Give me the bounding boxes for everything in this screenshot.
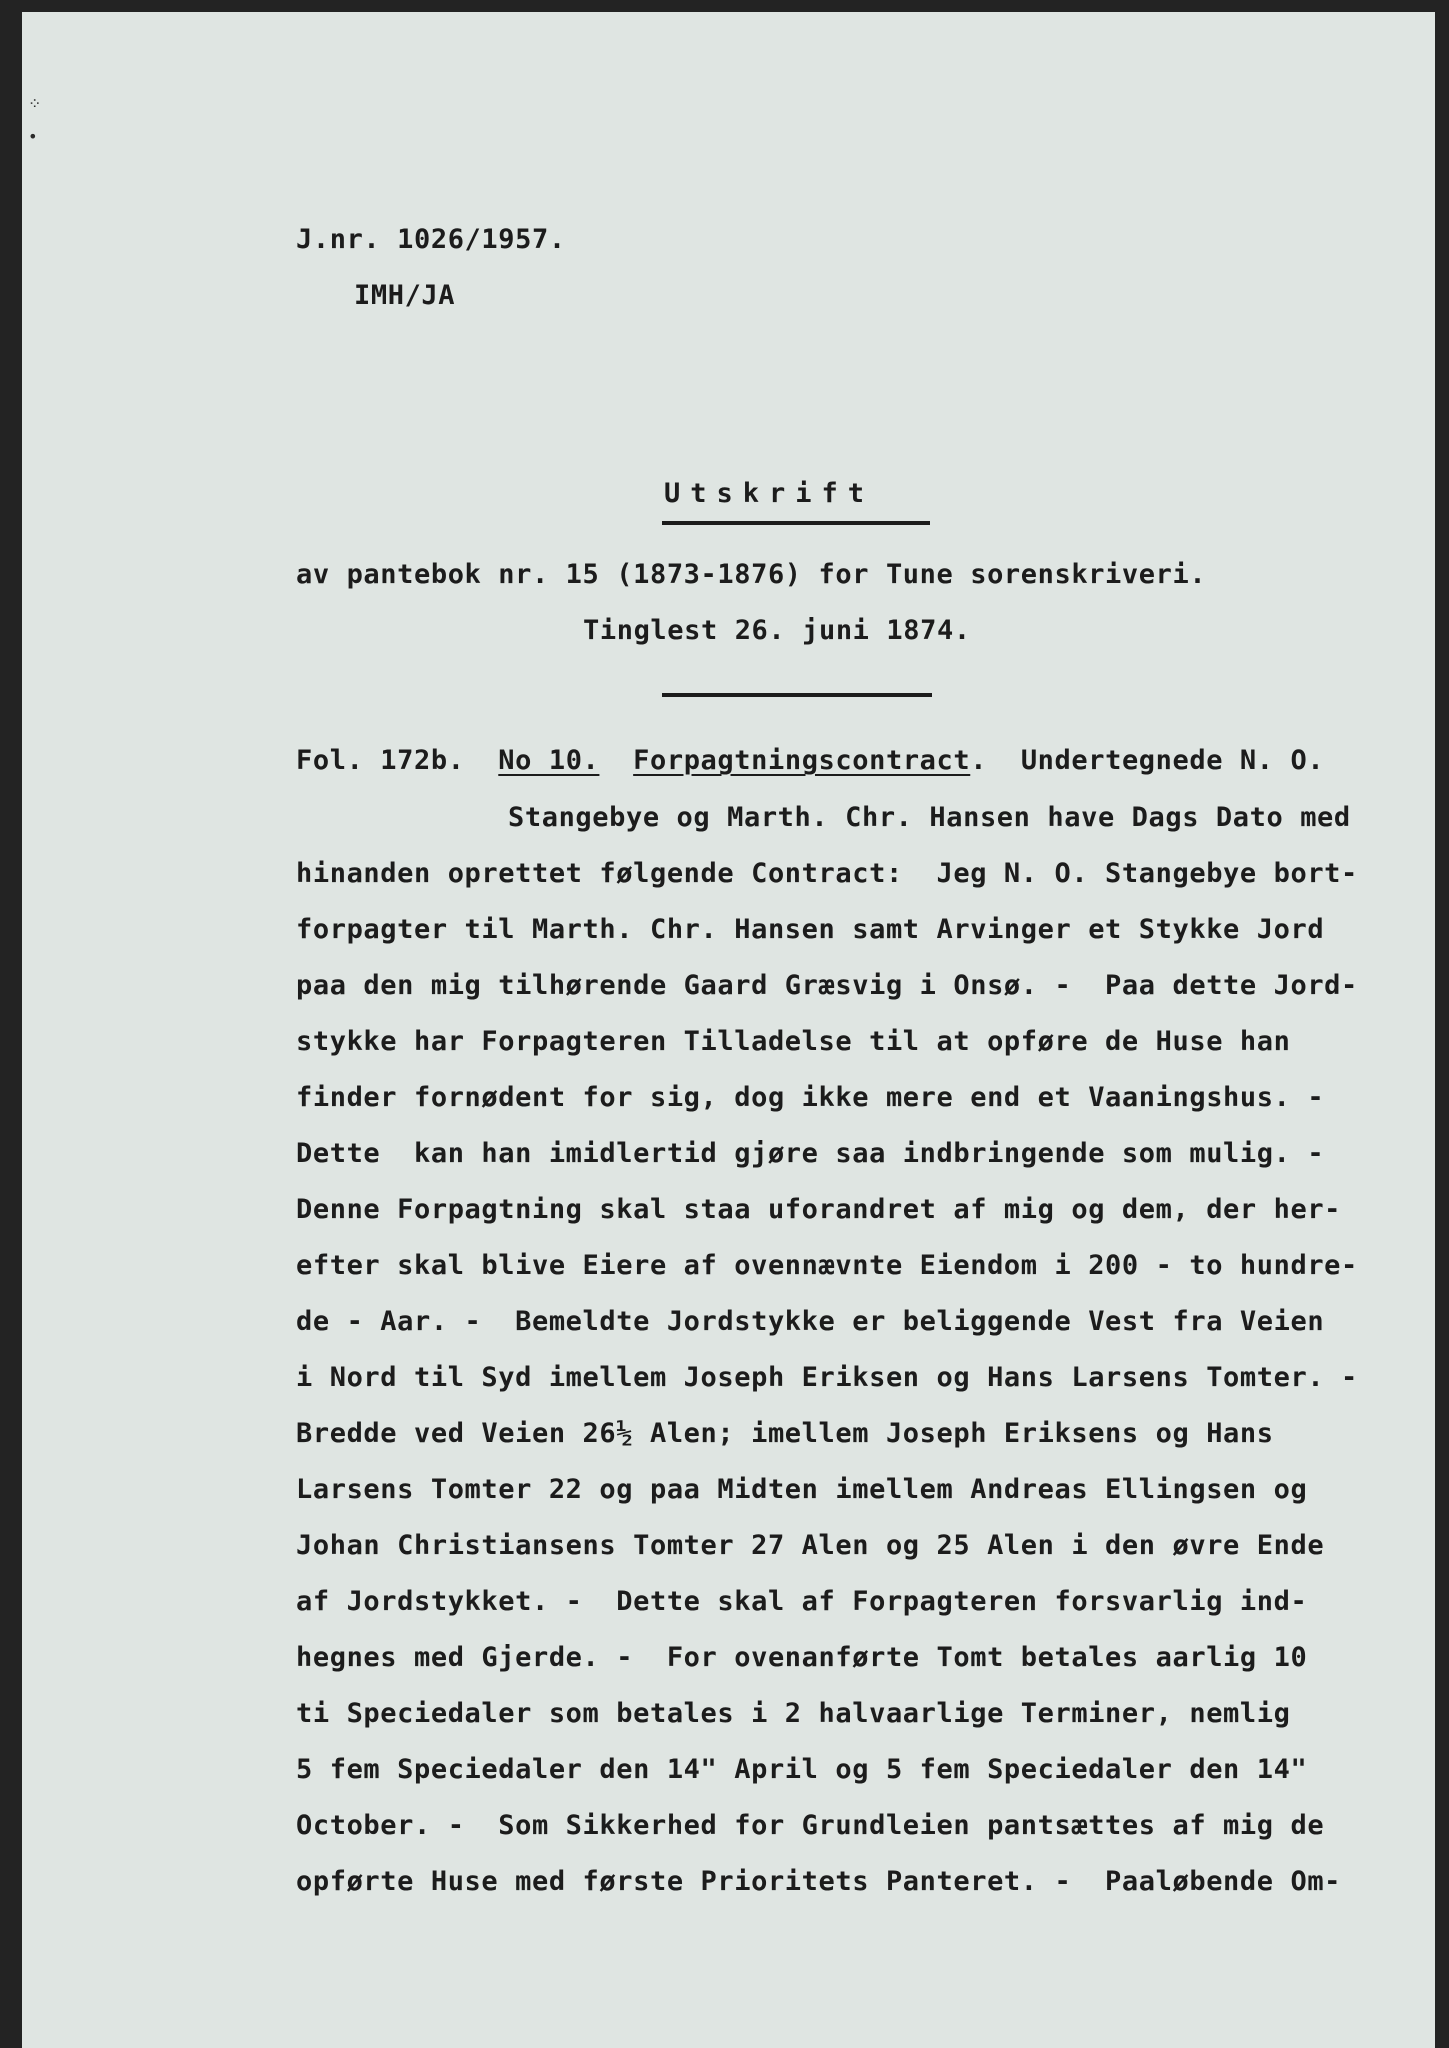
body-line: i Nord til Syd imellem Joseph Eriksen og Hans Larsens Tomter. -	[296, 1362, 1358, 1393]
body-line: finder fornødent for sig, dog ikke mere end et Vaaningshus. -	[296, 1082, 1325, 1113]
registration-date: Tinglest 26. juni 1874.	[583, 615, 971, 646]
margin-mark: ⁘	[28, 94, 42, 113]
document-type: Forpagtningscontract	[633, 745, 971, 776]
body-line: hinanden oprettet følgende Contract: Jeg N. O. Stangebye bort-	[296, 858, 1358, 889]
first-line-rest: . Undertegnede N. O.	[970, 745, 1325, 776]
journal-number: J.nr. 1026/1957.	[296, 224, 566, 255]
body-line: Larsens Tomter 22 og paa Midten imellem Andreas Ellingsen og	[296, 1474, 1308, 1505]
heading-underline	[662, 521, 930, 525]
source-line: av pantebok nr. 15 (1873-1876) for Tune sorenskriveri.	[296, 559, 1207, 590]
body-line: af Jordstykket. - Dette skal af Forpagteren forsvarlig ind-	[296, 1586, 1308, 1617]
body-line: ti Speciedaler som betales i 2 halvaarlige Terminer, nemlig	[296, 1698, 1291, 1729]
entry-first-line	[296, 745, 1324, 777]
body-line: Bredde ved Veien 26½ Alen; imellem Joseph Eriksens og Hans	[296, 1418, 1274, 1449]
document-heading: Utskrift	[664, 478, 875, 509]
body-line: October. - Som Sikkerhed for Grundleien pantsættes af mig de	[296, 1810, 1325, 1841]
body-line: stykke har Forpagteren Tilladelse til at opføre de Huse han	[296, 1026, 1291, 1057]
body-line: hegnes med Gjerde. - For ovenanførte Tomt betales aarlig 10	[296, 1642, 1308, 1673]
margin-mark: •	[28, 127, 38, 146]
folio: Fol. 172b.	[296, 745, 465, 776]
body-line: Dette kan han imidlertid gjøre saa indbringende som mulig. -	[296, 1138, 1325, 1169]
entry-number: No 10.	[498, 745, 600, 776]
body-line: forpagter til Marth. Chr. Hansen samt Arvinger et Stykke Jord	[296, 914, 1325, 945]
body-line: 5 fem Speciedaler den 14" April og 5 fem Speciedaler den 14"	[296, 1754, 1308, 1785]
body-line: Stangebye og Marth. Chr. Hansen have Dags Dato med	[508, 802, 1351, 833]
initials: IMH/JA	[354, 280, 456, 311]
body-line: opførte Huse med første Prioritets Panteret. - Paaløbende Om-	[296, 1866, 1342, 1897]
section-divider	[662, 693, 932, 697]
body-line: de - Aar. - Bemeldte Jordstykke er beliggende Vest fra Veien	[296, 1306, 1325, 1337]
body-line: Denne Forpagtning skal staa uforandret af mig og dem, der her-	[296, 1194, 1342, 1225]
body-line: Johan Christiansens Tomter 27 Alen og 25 Alen i den øvre Ende	[296, 1530, 1325, 1561]
body-line: paa den mig tilhørende Gaard Græsvig i Onsø. - Paa dette Jord-	[296, 970, 1358, 1001]
body-line: efter skal blive Eiere af ovennævnte Eiendom i 200 - to hundre-	[296, 1250, 1358, 1281]
document-page	[22, 12, 1435, 2048]
